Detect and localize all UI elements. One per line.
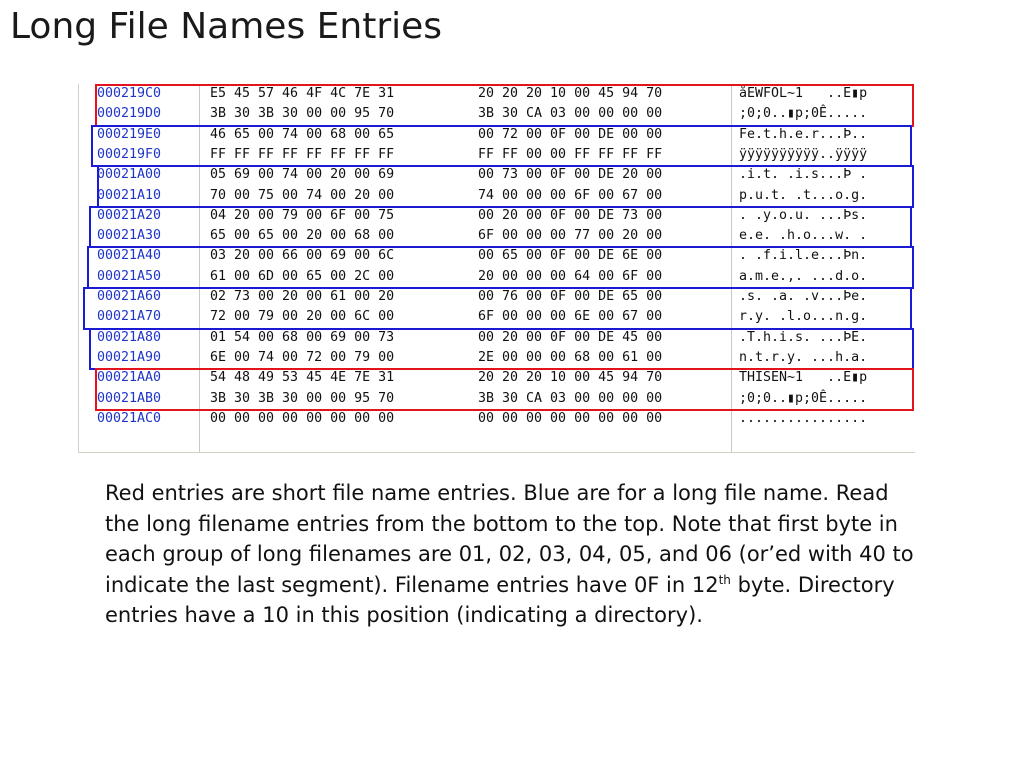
explanation-text [105, 478, 915, 631]
hex-bytes-high: 3B 30 CA 03 00 00 00 00 [478, 390, 663, 406]
hex-offset: 00021A40 [97, 248, 162, 264]
hex-bytes-low: 61 00 6D 00 65 00 2C 00 [210, 268, 395, 284]
hex-bytes-high: 00 76 00 0F 00 DE 65 00 [478, 289, 663, 304]
ascii-preview: .s. .a. .v...Þe. [739, 289, 868, 304]
slide-title: Long File Names Entries [10, 6, 443, 47]
hex-bytes-low: 02 73 00 20 00 61 00 20 [210, 289, 395, 304]
hex-offset: 00021AA0 [97, 370, 162, 386]
hex-bytes-low: 00 00 00 00 00 00 00 00 [210, 410, 395, 426]
ascii-preview: .i.t. .i.s...Þ . [739, 167, 868, 183]
ascii-preview: ;0;0..▮p;0Ê..... [739, 106, 868, 122]
ascii-preview: ;0;0..▮p;0Ê..... [739, 390, 868, 406]
ascii-preview: a.m.e.,. ...d.o. [739, 268, 868, 284]
hex-bytes-low: E5 45 57 46 4F 4C 7E 31 [210, 86, 395, 101]
hex-offset: 00021AB0 [97, 390, 162, 406]
hex-row [79, 146, 915, 164]
hex-bytes-high: 20 20 20 10 00 45 94 70 [478, 86, 663, 101]
ascii-preview: e.e. .h.o...w. . [739, 228, 868, 244]
ordinal-suffix: th [718, 572, 731, 587]
ascii-preview: r.y. .l.o...n.g. [739, 309, 868, 325]
hex-bytes-high: 00 20 00 0F 00 DE 73 00 [478, 207, 663, 223]
hex-bytes-low: 3B 30 3B 30 00 00 95 70 [210, 390, 395, 406]
hex-offset: 00021AC0 [97, 410, 162, 426]
hex-row [79, 105, 915, 123]
ascii-preview: ÿÿÿÿÿÿÿÿÿÿ..ÿÿÿÿ [739, 146, 868, 162]
explanation-paragraph [105, 478, 915, 631]
hex-row [79, 126, 915, 144]
hex-row [79, 247, 915, 265]
hex-row [79, 410, 915, 428]
hex-bytes-low: 72 00 79 00 20 00 6C 00 [210, 309, 395, 325]
hex-row [79, 308, 915, 326]
hex-bytes-high: 00 73 00 0F 00 DE 20 00 [478, 167, 663, 183]
hex-bytes-high: 2E 00 00 00 68 00 61 00 [478, 349, 663, 365]
ascii-preview: åEWFOL~1 ..E▮p [739, 86, 868, 101]
hex-row [79, 329, 915, 347]
hex-bytes-low: 01 54 00 68 00 69 00 73 [210, 329, 395, 345]
hex-bytes-high: 00 65 00 0F 00 DE 6E 00 [478, 248, 663, 264]
hex-offset: 00021A00 [97, 167, 162, 183]
explanation-tail: byte. Directory entries have a 10 in this position (indicating a directory). [105, 572, 895, 627]
hex-row [79, 390, 915, 408]
hex-row [79, 227, 915, 245]
hex-bytes-high: 20 00 00 00 64 00 6F 00 [478, 268, 663, 284]
hex-offset: 000219D0 [97, 106, 162, 122]
ascii-preview: . .y.o.u. ...Þs. [739, 207, 868, 223]
hex-row [79, 268, 915, 286]
hex-offset: 00021A10 [97, 187, 162, 203]
ascii-preview: Fe.t.h.e.r...Þ.. [739, 126, 868, 142]
hex-row [79, 369, 915, 387]
hex-bytes-low: 6E 00 74 00 72 00 79 00 [210, 349, 395, 365]
ascii-preview: THISEN~1 ..E▮p [739, 370, 868, 386]
hex-bytes-high: 74 00 00 00 6F 00 67 00 [478, 187, 663, 203]
hex-offset: 00021A90 [97, 349, 162, 365]
ascii-preview: . .f.i.l.e...Þn. [739, 248, 868, 264]
hex-bytes-high: 00 00 00 00 00 00 00 00 [478, 410, 663, 426]
hex-bytes-low: 04 20 00 79 00 6F 00 75 [210, 207, 395, 223]
hex-bytes-high: 20 20 20 10 00 45 94 70 [478, 370, 663, 386]
hex-offset: 00021A50 [97, 268, 162, 284]
hex-bytes-low: 3B 30 3B 30 00 00 95 70 [210, 106, 395, 122]
ascii-preview: .T.h.i.s. ...ÞE. [739, 329, 868, 345]
hex-bytes-low: 03 20 00 66 00 69 00 6C [210, 248, 395, 264]
hex-offset: 00021A20 [97, 207, 162, 223]
hex-row [79, 187, 915, 205]
hex-bytes-high: 6F 00 00 00 77 00 20 00 [478, 228, 663, 244]
hex-offset: 00021A70 [97, 309, 162, 325]
hex-bytes-low: 65 00 65 00 20 00 68 00 [210, 228, 395, 244]
hex-bytes-low: 46 65 00 74 00 68 00 65 [210, 126, 395, 142]
hex-bytes-high: 00 20 00 0F 00 DE 45 00 [478, 329, 663, 345]
hex-offset: 00021A80 [97, 329, 162, 345]
hex-bytes-low: FF FF FF FF FF FF FF FF [210, 146, 395, 162]
hex-bytes-low: 05 69 00 74 00 20 00 69 [210, 167, 395, 183]
hex-row [79, 207, 915, 225]
ascii-preview: p.u.t. .t...o.g. [739, 187, 868, 203]
hex-bytes-low: 54 48 49 53 45 4E 7E 31 [210, 370, 395, 386]
explanation-main: Red entries are short file name entries. Blue are for a long file name. Read the long filename entries from the bottom to the top. Note that first byte in each group of long filenames are 01, 02, 03, 04, 05, and 06 (or’ed with 40 to indicate the last segment). Filename entries have 0F in 12 [105, 481, 914, 597]
hex-offset: 00021A60 [97, 289, 162, 304]
hex-bytes-high: 3B 30 CA 03 00 00 00 00 [478, 106, 663, 122]
hex-row [79, 349, 915, 367]
hex-bytes-high: 6F 00 00 00 6E 00 67 00 [478, 309, 663, 325]
hex-row [79, 288, 915, 306]
hex-offset: 000219E0 [97, 126, 162, 142]
hex-bytes-low: 70 00 75 00 74 00 20 00 [210, 187, 395, 203]
ascii-preview: n.t.r.y. ...h.a. [739, 349, 868, 365]
hex-bytes-high: FF FF 00 00 FF FF FF FF [478, 146, 663, 162]
hex-row [79, 85, 915, 103]
ascii-preview: ................ [739, 410, 868, 426]
hex-offset: 000219C0 [97, 86, 162, 101]
hex-row [79, 166, 915, 184]
hex-offset: 00021A30 [97, 228, 162, 244]
hex-offset: 000219F0 [97, 146, 162, 162]
hex-dump-view [78, 84, 915, 453]
hex-bytes-high: 00 72 00 0F 00 DE 00 00 [478, 126, 663, 142]
